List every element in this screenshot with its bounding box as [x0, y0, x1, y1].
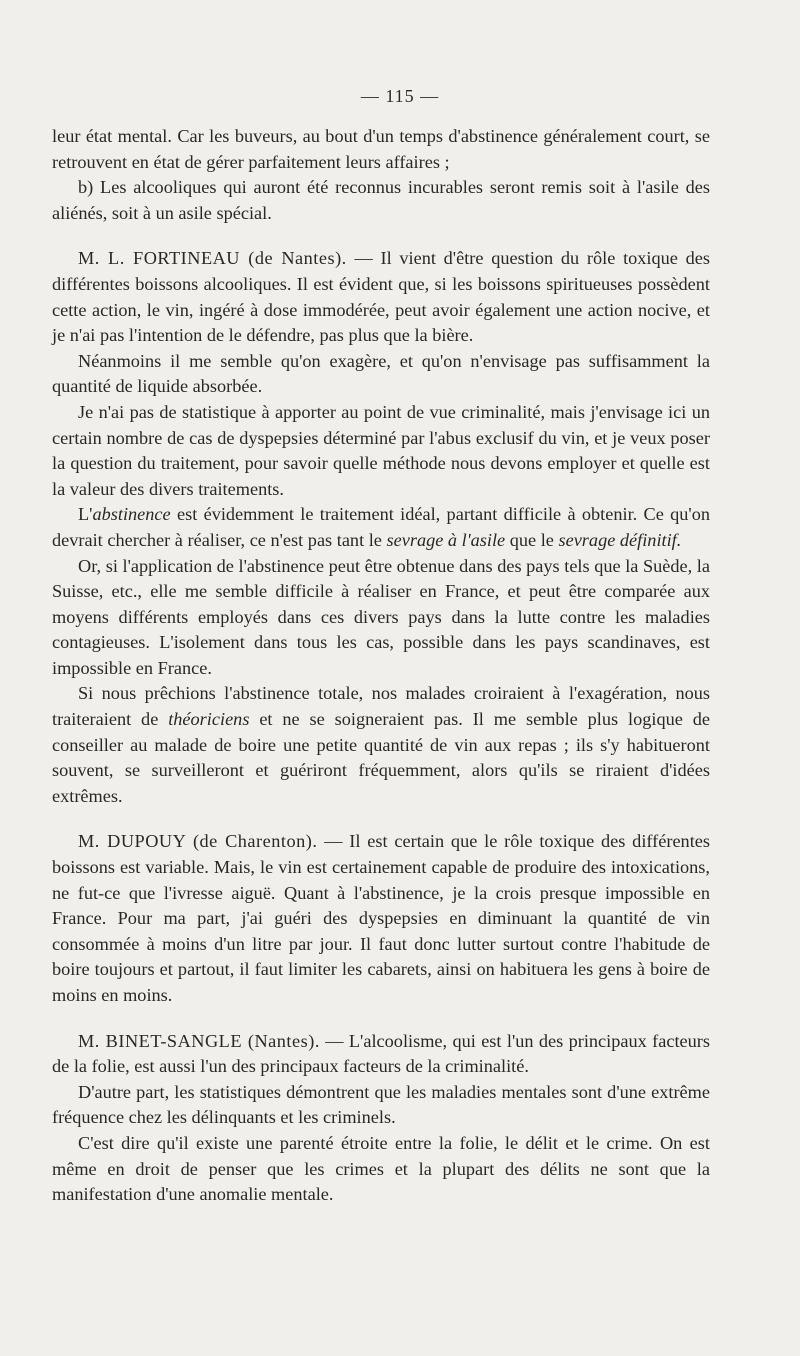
paragraph-continuation: leur état mental. Car les buveurs, au bout d'un temps d'abstinence généralement court, se retrouvent en état de gérer parfaitement leurs affaires ;	[52, 126, 710, 172]
speaker-name: M. L. FORTINEAU (de Nantes).	[78, 248, 347, 269]
section-gap	[52, 226, 710, 246]
paragraph-neanmoins: Néanmoins il me semble qu'on exagère, et qu'on n'envisage pas suffisamment la quantité de liquide absorbée.	[52, 350, 710, 397]
paragraph-prechions	[52, 681, 710, 809]
paragraph-text: — L'alcoolisme, qui est l'un des principaux facteurs de la folie, est aussi l'un des principaux facteurs de la criminalité.	[52, 1030, 710, 1077]
paragraph-text: que le	[505, 529, 559, 550]
paragraph-autre-part: D'autre part, les statistiques démontrent que les maladies mentales sont d'une extrême fréquence chez les délinquants et les criminels.	[52, 1081, 710, 1128]
paragraph-text: est évidemment le traitement idéal, partant difficile à obtenir. Ce qu'on devrait chercher à réaliser, ce n'est pas tant le	[52, 504, 710, 550]
paragraph-text: — Il vient d'être question du rôle toxique des différentes boissons alcooliques. Il est évident que, si les boissons spiritueuses possèdent cette action, le vin, ingéré à dose immodérée, peut avoir également une action nocive, et je n'ai pas l'intention de le défendre, pas plus que la bière.	[52, 248, 710, 346]
paragraph-abstinence	[52, 502, 710, 553]
emphasis-abstinence: abstinence	[92, 504, 171, 525]
paragraph-text: et ne se soigneraient pas. Il me semble plus logique de conseiller au malade de boire une petite quantité de vin aux repas ; ils s'y habitueront souvent, se surveilleront et guériront fréquemment, alors qu'ils se riraient d'idées extrêmes.	[52, 709, 710, 806]
paragraph-parente: C'est dire qu'il existe une parenté étroite entre la folie, le délit et le crime. On est même en droit de penser que les crimes et la plupart des délits ne sont que la manifestation d'une anomalie mentale.	[52, 1132, 710, 1205]
emphasis-sevrage-definitif: sevrage définitif.	[558, 529, 682, 550]
speaker-name: M. BINET-SANGLE (Nantes).	[78, 1030, 320, 1051]
paragraph-binet-sangle	[52, 1029, 710, 1080]
paragraph-text: Si nous prêchions l'abstinence totale, nos malades croiraient à l'exagération, nous traiteraient de	[52, 683, 710, 730]
emphasis-sevrage-asile: sevrage à l'asile	[386, 529, 506, 550]
paragraph-text: L'	[78, 504, 93, 525]
emphasis-theoriciens: théoriciens	[168, 709, 250, 730]
paragraph-application: Or, si l'application de l'abstinence peut être obtenue dans des pays tels que la Suède, la Suisse, etc., elle me semble difficile à réaliser en France, et peut être comparée aux moyens différents employés dans ces divers pays dans la lutte contre les maladies contagieuses. L'isolement dans tous les cas, possible dans les pays scandinaves, est impossible en France.	[52, 555, 710, 678]
paragraph-fortineau-intro	[52, 246, 710, 348]
paragraph-item-b: b) Les alcooliques qui auront été reconnus incurables seront remis soit à l'asile des aliénés, soit à un asile spécial.	[52, 177, 710, 223]
paragraph-text: — Il est certain que le rôle toxique des différentes boissons est variable. Mais, le vin est certainement capable de produire des intoxications, ne fut-ce que l'ivresse aiguë. Quant à l'abstinence, je la crois presque impossible en France. Pour ma part, j'ai guéri des dyspepsies en diminuant la quantité de vin consommée à moins d'un litre par jour. Il faut donc lutter surtout contre l'habitude de boire toujours et partout, il faut limiter les cabarets, ainsi on habituera les gens à boire de moins en moins.	[52, 831, 711, 1005]
section-gap	[52, 809, 710, 829]
page-number: — 115 —	[360, 86, 440, 106]
speaker-name: M. DUPOUY (de Charenton).	[78, 831, 318, 852]
page-body	[52, 84, 710, 1208]
paragraph-statistique: Je n'ai pas de statistique à apporter au point de vue criminalité, mais j'envisage ici un certain nombre de cas de dyspepsies déterminé par l'abus exclusif du vin, et je veux poser la question du traitement, pour savoir quelle méthode nous devons employer et quelle est la valeur des divers traitements.	[52, 401, 710, 499]
section-gap	[52, 1009, 710, 1029]
paragraph-dupouy	[52, 829, 710, 1008]
